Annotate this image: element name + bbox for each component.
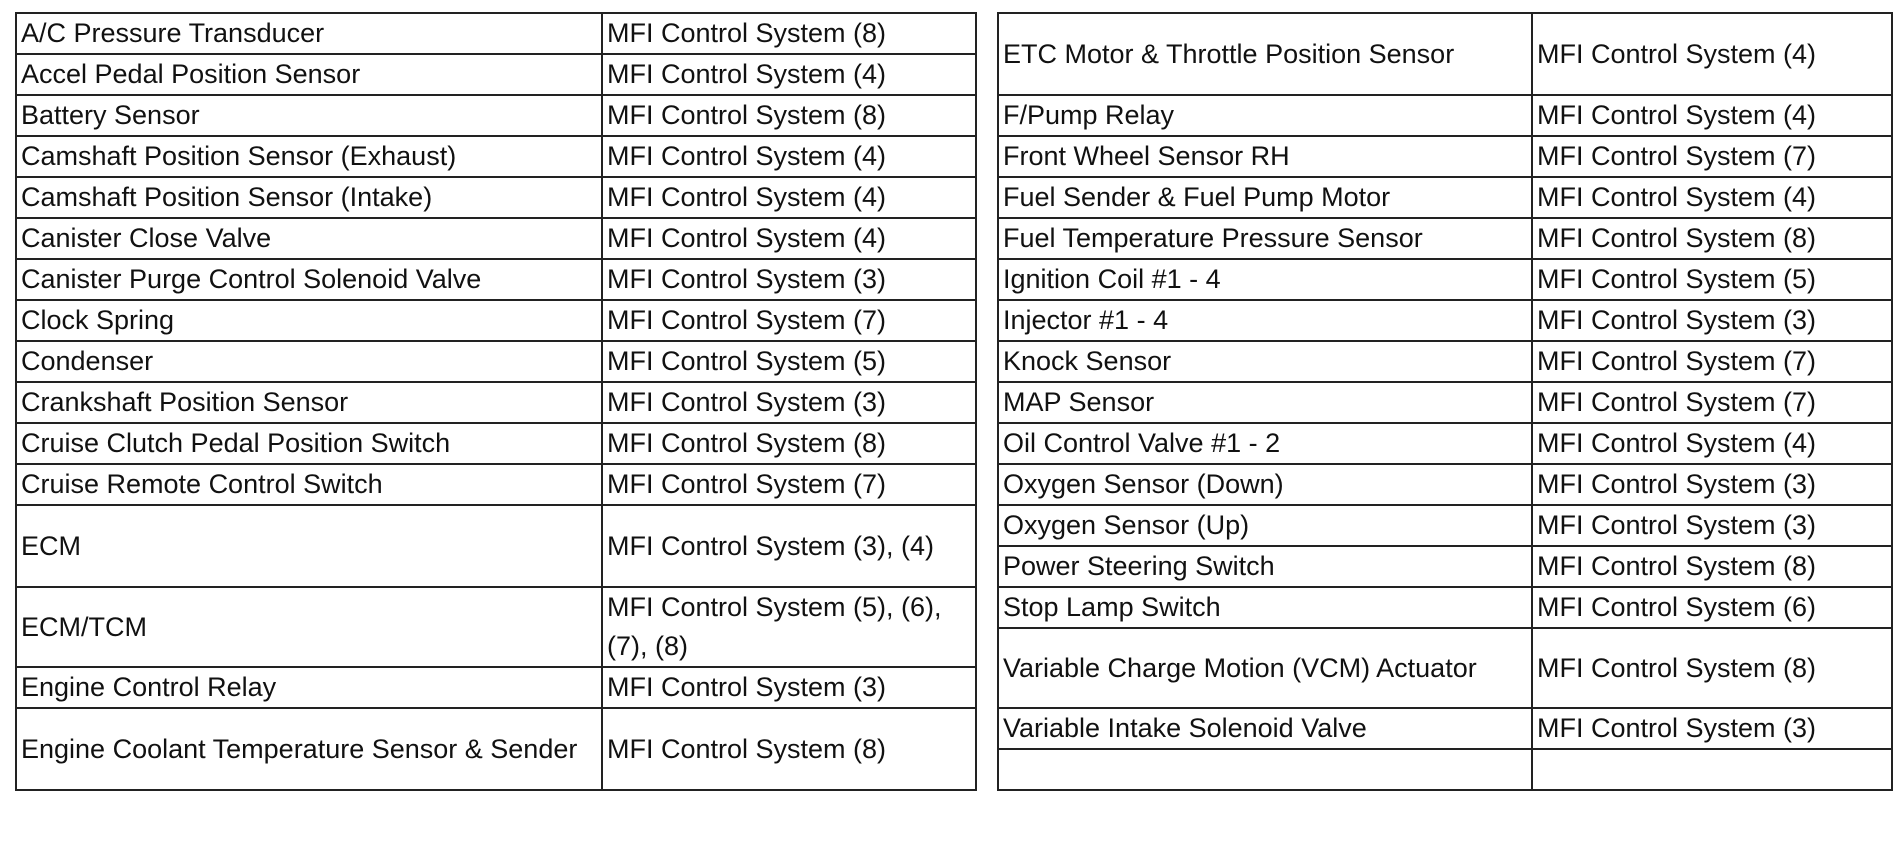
- right-component-cell: Front Wheel Sensor RH: [998, 136, 1532, 177]
- right-component-cell: Injector #1 - 4: [998, 300, 1532, 341]
- right-component-cell: Oil Control Valve #1 - 2: [998, 423, 1532, 464]
- right-component-cell: Variable Intake Solenoid Valve: [998, 708, 1532, 749]
- right-component-cell: Knock Sensor: [998, 341, 1532, 382]
- left-component-cell: Accel Pedal Position Sensor: [16, 54, 602, 95]
- left-component-cell: Battery Sensor: [16, 95, 602, 136]
- right-location-cell: MFI Control System (7): [1532, 382, 1892, 423]
- column-gap: [976, 13, 998, 790]
- right-location-cell: MFI Control System (4): [1532, 423, 1892, 464]
- left-location-cell: MFI Control System (4): [602, 54, 976, 95]
- right-component-cell: Ignition Coil #1 - 4: [998, 259, 1532, 300]
- right-location-cell: MFI Control System (3): [1532, 708, 1892, 749]
- left-location-cell: MFI Control System (5), (6), (7), (8): [602, 587, 976, 667]
- left-location-cell: MFI Control System (3), (4): [602, 505, 976, 587]
- left-location-cell: MFI Control System (8): [602, 423, 976, 464]
- component-index-table-container: [15, 12, 1893, 791]
- left-component-cell: Camshaft Position Sensor (Intake): [16, 177, 602, 218]
- left-component-cell: Engine Control Relay: [16, 667, 602, 708]
- right-location-cell: MFI Control System (8): [1532, 628, 1892, 708]
- right-location-cell: MFI Control System (8): [1532, 218, 1892, 259]
- right-location-cell: MFI Control System (6): [1532, 587, 1892, 628]
- right-component-cell: Power Steering Switch: [998, 546, 1532, 587]
- right-location-cell: MFI Control System (7): [1532, 341, 1892, 382]
- right-location-cell: MFI Control System (5): [1532, 259, 1892, 300]
- left-component-cell: Cruise Clutch Pedal Position Switch: [16, 423, 602, 464]
- left-component-cell: Engine Coolant Temperature Sensor & Sender: [16, 708, 602, 790]
- component-location-index-table: [15, 12, 1893, 791]
- right-location-cell: MFI Control System (3): [1532, 505, 1892, 546]
- left-location-cell: MFI Control System (7): [602, 300, 976, 341]
- right-location-cell: MFI Control System (4): [1532, 177, 1892, 218]
- right-location-cell: MFI Control System (8): [1532, 546, 1892, 587]
- right-component-cell: F/Pump Relay: [998, 95, 1532, 136]
- right-empty-cell: [1532, 749, 1892, 790]
- right-component-cell: Stop Lamp Switch: [998, 587, 1532, 628]
- left-component-cell: ECM: [16, 505, 602, 587]
- right-component-cell: Fuel Sender & Fuel Pump Motor: [998, 177, 1532, 218]
- right-component-cell: MAP Sensor: [998, 382, 1532, 423]
- left-location-cell: MFI Control System (3): [602, 382, 976, 423]
- left-location-cell: MFI Control System (4): [602, 136, 976, 177]
- right-location-cell: MFI Control System (4): [1532, 13, 1892, 95]
- left-component-cell: A/C Pressure Transducer: [16, 13, 602, 54]
- left-location-cell: MFI Control System (8): [602, 708, 976, 790]
- left-location-cell: MFI Control System (8): [602, 13, 976, 54]
- right-component-cell: Oxygen Sensor (Up): [998, 505, 1532, 546]
- left-component-cell: ECM/TCM: [16, 587, 602, 667]
- right-location-cell: MFI Control System (4): [1532, 95, 1892, 136]
- left-location-cell: MFI Control System (5): [602, 341, 976, 382]
- left-location-cell: MFI Control System (4): [602, 218, 976, 259]
- right-component-cell: ETC Motor & Throttle Position Sensor: [998, 13, 1532, 95]
- right-location-cell: MFI Control System (3): [1532, 300, 1892, 341]
- left-component-cell: Camshaft Position Sensor (Exhaust): [16, 136, 602, 177]
- left-location-cell: MFI Control System (8): [602, 95, 976, 136]
- left-location-cell: MFI Control System (7): [602, 464, 976, 505]
- left-component-cell: Crankshaft Position Sensor: [16, 382, 602, 423]
- right-component-cell: Variable Charge Motion (VCM) Actuator: [998, 628, 1532, 708]
- right-location-cell: MFI Control System (7): [1532, 136, 1892, 177]
- left-location-cell: MFI Control System (3): [602, 259, 976, 300]
- right-empty-cell: [998, 749, 1532, 790]
- left-component-cell: Cruise Remote Control Switch: [16, 464, 602, 505]
- left-component-cell: Canister Close Valve: [16, 218, 602, 259]
- right-component-cell: Oxygen Sensor (Down): [998, 464, 1532, 505]
- left-component-cell: Clock Spring: [16, 300, 602, 341]
- left-location-cell: MFI Control System (3): [602, 667, 976, 708]
- right-location-cell: MFI Control System (3): [1532, 464, 1892, 505]
- right-component-cell: Fuel Temperature Pressure Sensor: [998, 218, 1532, 259]
- left-component-cell: Canister Purge Control Solenoid Valve: [16, 259, 602, 300]
- left-component-cell: Condenser: [16, 341, 602, 382]
- left-location-cell: MFI Control System (4): [602, 177, 976, 218]
